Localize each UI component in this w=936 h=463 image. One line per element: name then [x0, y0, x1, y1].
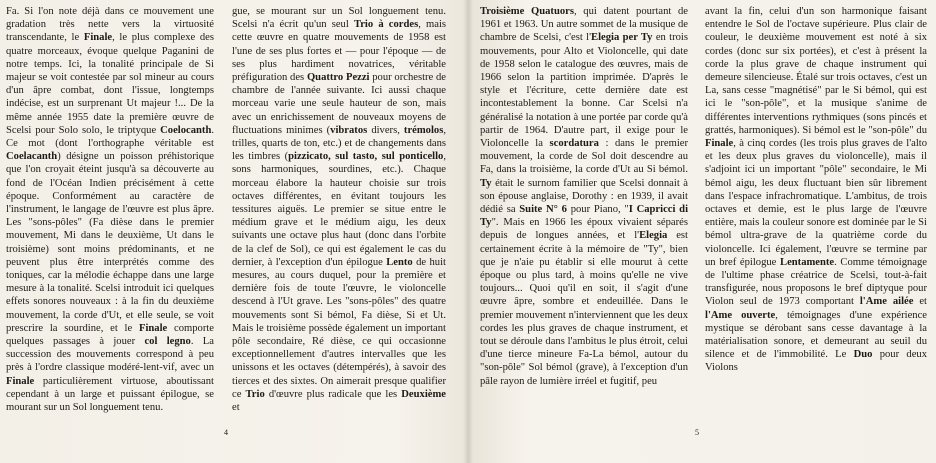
bold-term: Coelocanth: [160, 124, 212, 136]
bold-term: Finale: [705, 138, 734, 150]
bold-term: Finale: [83, 32, 113, 44]
text-run: comporte quelques passages à jouer: [6, 322, 214, 348]
bold-term: pizzicato, sul tasto, sul ponticello: [288, 151, 444, 163]
bold-term: Finale: [6, 375, 35, 387]
text-run: de huit mesures, au cours duquel, pour la première et dernière fois de toute l'œuvre, le violoncelle descend à l'Ut grave. Les "sons-pôles" des quatre mouvements sont Si bémol, Fa dièse, Si et Ut. Mais le troisième possède également un important pôle secondaire, Ré dièse, ce qui occasionne exceptionnellement d'autres intervalles que les unissons et les octaves (détempérés), à savoir des tierces et des sixtes. On aimerait presque qualifier ce: [232, 256, 446, 400]
text-run: , qui datent pourtant de 1961 et 1963. Un autre sommet de la musique de chambre de Scelsi, c'est l': [480, 6, 688, 44]
text-run: gue, se mourant sur un Sol longuement tenu. Scelsi n'a écrit qu'un seul: [232, 6, 446, 31]
text-run: . Ce mot (dont l'orthographe véritable est: [6, 124, 214, 150]
bold-term: Duo: [853, 349, 873, 361]
text-column: [480, 5, 688, 443]
text-run: . La succession des mouvements correspond à peu près à l'ordre classique modéré-lent-vif, avec un: [6, 336, 214, 374]
text-run: ". Mais en 1966 les époux vivaient séparés depuis de longues années, et l': [480, 217, 688, 242]
text-run: , sons harmoniques, sourdines, etc.). Chaque morceau élabore la hauteur choisie sur trois octaves différentes, en évitant toujours les tessitures aiguës. Le premier se situe entre le médium grave et le médium aigu, les deux suivants une octave plus haut (donc dans l'orbite de la clef de Sol), ce qui est également le cas du dernier, à l'exception d'un épilogue: [232, 151, 446, 268]
text-column: [6, 5, 214, 443]
text-run: ) désigne un poisson préhistorique que l'on croyait éteint jusqu'à sa découverte au fond de l'Océan Indien précisément à cette époque. Conformément au caractère de l'instrument, le langage de l'œuvre est plus âpre. Les "sons-pôles" (Fa dièse dans le premier mouvement, Mi dans le deuxième, Ut dans le troisième) sont moins prédominants, et ne peuvent plus être interprétés comme des toniques, car la mélodie échappe dans une large mesure à la tonalité. Scelsi introduit ici quelques effets sonores nouveaux : à la fin du deuxième mouvement, la corde d'Ut, et elle seule, se voit prescrire la sourdine, et le: [6, 151, 214, 334]
text-run: pour deux Violons: [705, 349, 927, 374]
text-run: . Comme témoignage de l'ultime phase créatrice de Scelsi, tout-à-fait transfigurée, nous proposons le bref diptyque pour Violon seul de 1973 comportant: [705, 256, 927, 308]
bold-term: Quattro Pezzi: [306, 72, 370, 84]
text-run: et: [913, 296, 927, 308]
paragraph: [480, 5, 688, 388]
bold-term: Elegia: [639, 230, 668, 242]
paragraph: [705, 5, 927, 375]
bold-term: l'Ame ouverte: [705, 309, 776, 321]
bold-term: Ty: [480, 177, 492, 189]
text-run: , à cinq cordes (les trois plus graves de l'alto et les deux plus graves du violoncelle), mais il s'adjoint ici un important "pôle" secondaire, le Mi bémol aigu, les deux fluctuant bien sûr librement dans l'espace infrachromatique. L'ambitus, de trois octaves et demie, est le plus large de l'œuvre entière, mais la couleur sonore est dominée par le Si bémol ultra-grave de la quatrième corde du violoncelle. Ici également, l'œuvre se termine par un bref épilogue: [705, 138, 927, 268]
text-run: : dans le premier mouvement, la corde de Sol doit descendre au Fa, dans la troisième, la corde d'Ut au Si bémol.: [480, 138, 688, 176]
text-run: et: [232, 402, 240, 414]
text-run: particulièrement virtuose, aboutissant cependant à un large et puissant épilogue, se mourant sur un Sol longuement tenu.: [6, 375, 214, 414]
text-run: Fa. Si l'on note déjà dans ce mouvement une gradation très nette vers la virtuosité transcendante, le: [6, 6, 214, 44]
text-run: d'œuvre plus radicale que les: [264, 388, 402, 400]
text-run: divers,: [367, 124, 404, 136]
book-gutter: [463, 0, 473, 463]
page-number: 4: [224, 428, 228, 437]
text-run: , le plus complexe des quatre morceaux, évoque quelque Paganini de notre temps. Ici, la tonalité principale de Si majeur se voit contestée par sol mineur au cours d'un âpre combat, dont l'issue, longtemps indécise, est un surprenant Ut majeur !... De la même année 1955 date la première œuvre de Scelsi pour Solo solo, le triptyque: [6, 32, 214, 136]
bold-term: Elegia per Ty: [591, 32, 653, 44]
bold-term: Troisième Quatuors: [480, 6, 574, 17]
bold-term: Suite N° 6: [519, 204, 567, 216]
bold-term: trémolos: [403, 124, 444, 136]
bold-term: Trio à cordes: [353, 19, 419, 31]
paragraph: [6, 5, 214, 414]
page-number: 5: [695, 428, 699, 437]
text-run: est certainement écrite à la mémoire de "Ty", bien que je n'aie pu établir si elle mourut à cette époque ou plus tard, à moins qu'elle ne vive toujours... Quoi qu'il en soit, il s'agit d'une œuvre âpre, sombre et endeuillée. Dans le premier mouvement n'interviennent que les deux cordes les plus graves de chaque instrument, et tout se déroule dans l'ambitus le plus étroit, celui d'une tierce mineure Fa-La bémol, autour du "son-pôle" Sol bémol (grave), à l'exception d'un pâle rayon de lumière irréel et fugitif, peu: [480, 230, 688, 387]
text-run: avant la fin, celui d'un son harmonique faisant entendre le Sol de l'octave supérieure. Plus clair de couleur, le deuxième mouvement est noté à six cordes (donc sur six portées), et c'est à présent la corde la plus grave de chaque instrument qui demeure silencieuse. Étalé sur trois octaves, c'est un La, sans cesse "magnétisé" par le Si bémol, qui est ici le "son-pôle", et la musique s'anime de différentes interventions rythmiques (sons pincés et grattés, harmoniques). Si bémol est le "son-pôle" du: [705, 6, 927, 136]
text-column: [232, 5, 446, 443]
bold-term: l'Ame ailée: [859, 296, 914, 308]
text-run: , mais cette œuvre en quatre mouvements de 1958 est l'une de ses plus fortes et — pour l'époque — de ses plus hardiment novatrices, véritable préfiguration des: [232, 19, 446, 84]
bold-term: Trio: [245, 388, 265, 400]
bold-term: Coelacanth: [6, 151, 58, 163]
paragraph: [232, 5, 446, 414]
bold-term: col legno: [144, 336, 191, 348]
text-run: en trois mouvements, pour Alto et Violoncelle, qui date de 1958 selon le catalogue des œuvres, mais de 1966 selon la partition imprimée. D'après le style et l'écriture, cette dernière date est incontestablement la bonne. Car Scelsi n'a généralisé la notation à une portée par corde qu'à partir de 1964. D'autre part, il exige pour le Violoncelle la: [480, 32, 688, 150]
text-run: , trilles, quarts de ton, etc.) et de changements dans les timbres (: [232, 124, 446, 163]
text-column: [705, 5, 927, 443]
page-right: [468, 0, 936, 463]
text-run: pour Piano, ": [566, 204, 629, 216]
bold-term: Finale: [138, 322, 168, 334]
bold-term: Lentamente: [780, 256, 835, 268]
bold-term: I Capricci di Ty: [480, 204, 688, 229]
bold-term: vibratos: [330, 124, 368, 136]
bold-term: Lento: [386, 256, 413, 268]
text-run: pour orchestre de chambre de l'année suivante. Ici aussi chaque morceau varie une seule hauteur de son, mais avec un enrichissement de nouveaux moyens de fluctuations minimes (: [232, 72, 446, 136]
text-run: , témoignages d'une expérience mystique se dérobant sans cesse davantage à la matérialisation sonore, et demeurant au seuil du silence et de l'immobilité. Le: [705, 309, 927, 361]
text-run: était le surnom familier que Scelsi donnait à son épouse anglaise, Dorothy : en 1939, il avait dédié sa: [480, 177, 688, 216]
bold-term: scordatura: [549, 138, 599, 150]
bold-term: Deuxième: [401, 388, 446, 400]
